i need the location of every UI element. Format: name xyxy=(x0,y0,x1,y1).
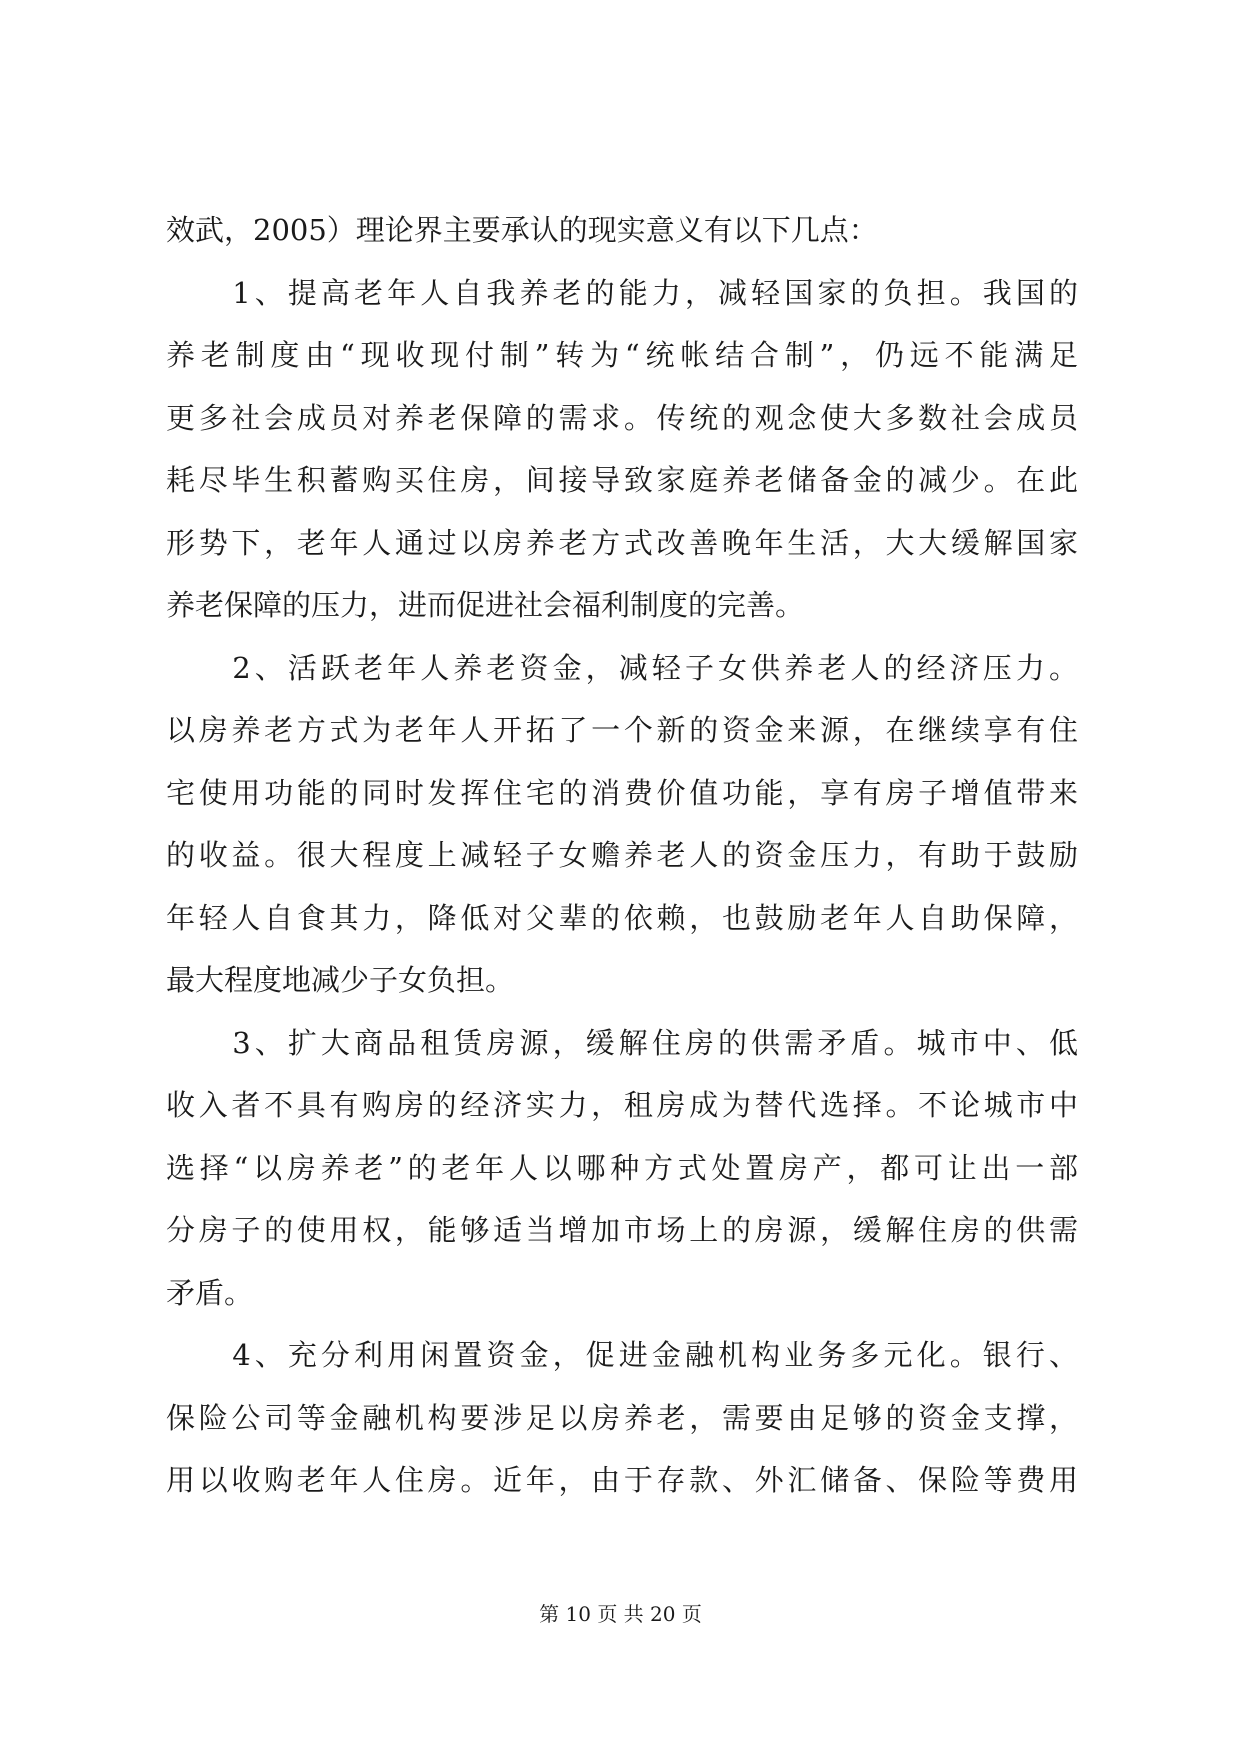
text-line: 养老保障的压力，进而促进社会福利制度的完善。 xyxy=(166,588,805,622)
text-line: 的收益。很大程度上减轻子女赡养老人的资金压力，有助于鼓励 xyxy=(166,838,1078,872)
text-line: 收入者不具有购房的经济实力，租房成为替代选择。不论城市中 xyxy=(166,1088,1078,1122)
text-line: 形势下，老年人通过以房养老方式改善晚年生活，大大缓解国家 xyxy=(166,525,1078,560)
text-line: 2、活跃老年人养老资金，减轻子女供养老人的经济压力。 xyxy=(166,650,1078,685)
text-line: 更多社会成员对养老保障的需求。传统的观念使大多数社会成员 xyxy=(166,400,1078,435)
text-line: 以房养老方式为老年人开拓了一个新的资金来源，在继续享有住 xyxy=(166,713,1078,747)
text-line: 分房子的使用权，能够适当增加市场上的房源，缓解住房的供需 xyxy=(166,1213,1078,1247)
page-footer: 第 10 页 共 20 页 xyxy=(539,1602,702,1626)
text-line: 年轻人自食其力，降低对父辈的依赖，也鼓励老年人自助保障， xyxy=(166,900,1078,935)
text-line: 效武，2005）理论界主要承认的现实意义有以下几点： xyxy=(166,213,878,247)
text-line: 选择“以房养老”的老年人以哪种方式处置房产，都可让出一部 xyxy=(166,1150,1078,1185)
text-line: 3、扩大商品租赁房源，缓解住房的供需矛盾。城市中、低 xyxy=(166,1025,1078,1060)
text-line: 养老制度由“现收现付制”转为“统帐结合制”，仍远不能满足 xyxy=(166,338,1078,372)
body-text xyxy=(166,199,1078,1512)
text-line: 用以收购老年人住房。近年，由于存款、外汇储备、保险等费用 xyxy=(166,1463,1078,1497)
text-line: 4、充分利用闲置资金，促进金融机构业务多元化。银行、 xyxy=(166,1338,1078,1372)
text-line: 耗尽毕生积蓄购买住房，间接导致家庭养老储备金的减少。在此 xyxy=(166,463,1078,497)
text-line: 矛盾。 xyxy=(166,1275,254,1310)
text-line: 保险公司等金融机构要涉足以房养老，需要由足够的资金支撑， xyxy=(166,1400,1078,1435)
text-line: 最大程度地减少子女负担。 xyxy=(166,963,515,997)
text-line: 1、提高老年人自我养老的能力，减轻国家的负担。我国的 xyxy=(166,275,1078,310)
text-line: 宅使用功能的同时发挥住宅的消费价值功能，享有房子增值带来 xyxy=(166,775,1078,810)
